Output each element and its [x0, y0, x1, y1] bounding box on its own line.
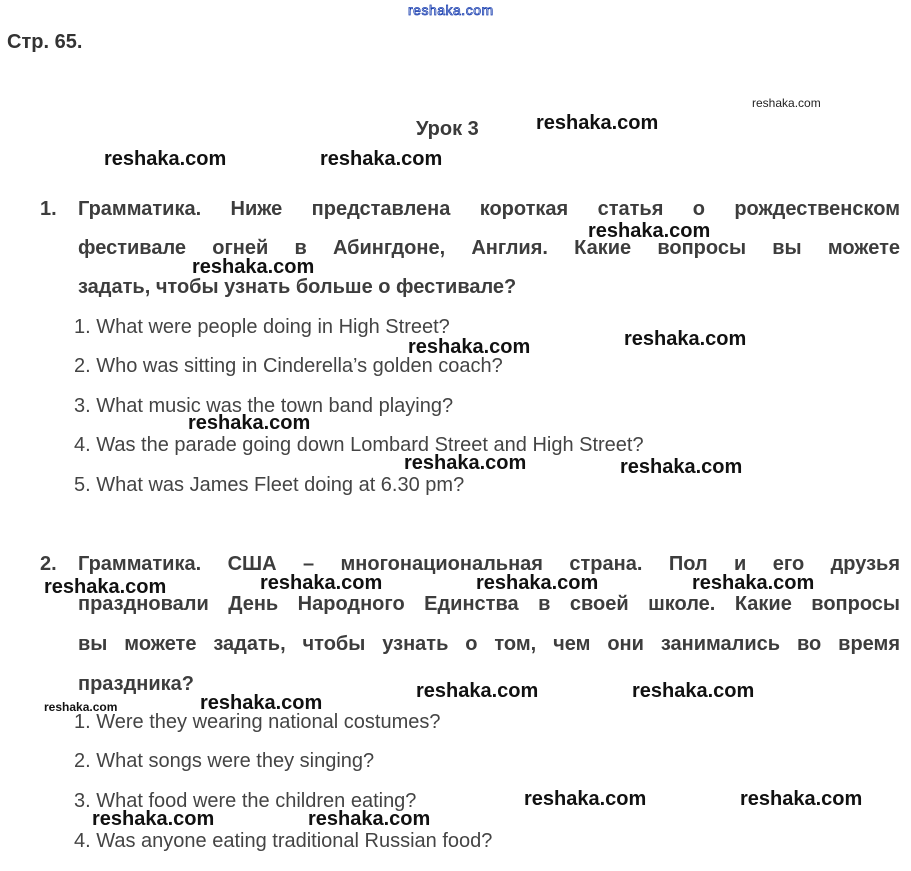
task-2-line-4: праздника? — [78, 673, 195, 695]
watermark: reshaka.com — [192, 256, 315, 278]
watermark: reshaka.com — [752, 96, 821, 110]
task-2-line-1: Грамматика. США – многонациональная страна. Пол и его друзья — [78, 553, 900, 575]
watermark: reshaka.com — [620, 456, 743, 478]
task-2-line-2: праздновали День Народного Единства в своей школе. Какие вопросы — [78, 593, 900, 615]
watermark: reshaka.com — [408, 336, 531, 358]
task-2-question-3: 3. What food were the children eating? — [74, 790, 417, 812]
watermark: reshaka.com — [632, 680, 755, 702]
watermark: reshaka.com — [320, 148, 443, 170]
watermark: reshaka.com — [200, 692, 323, 714]
task-1-question-5: 5. What was James Fleet doing at 6.30 pm? — [74, 474, 465, 496]
watermark: reshaka.com — [740, 788, 863, 810]
task-1-question-2: 2. Who was sitting in Cinderella’s golden coach? — [74, 355, 503, 377]
task-2-question-1: 1. Were they wearing national costumes? — [74, 711, 441, 733]
watermark: reshaka.com — [44, 700, 118, 714]
watermark: reshaka.com — [92, 808, 215, 830]
task-1-line-1: Грамматика. Ниже представлена короткая статья о рождественском — [78, 198, 900, 220]
task-1-number: 1. — [40, 198, 57, 220]
task-1-line-2: фестивале огней в Абингдоне, Англия. Какие вопросы вы можете — [78, 237, 900, 259]
watermark: reshaka.com — [692, 572, 815, 594]
task-1-question-1: 1. What were people doing in High Street? — [74, 316, 450, 338]
task-2-question-4: 4. Was anyone eating traditional Russian food? — [74, 830, 493, 852]
watermark: reshaka.com — [536, 112, 659, 134]
lesson-title: Урок 3 — [416, 118, 479, 140]
watermark: reshaka.com — [588, 220, 711, 242]
watermark-top: reshaka.com — [408, 2, 494, 18]
page-number: Стр. 65. — [7, 31, 83, 53]
watermark: reshaka.com — [188, 412, 311, 434]
watermark: reshaka.com — [104, 148, 227, 170]
watermark: reshaka.com — [524, 788, 647, 810]
watermark: reshaka.com — [44, 576, 167, 598]
task-2-line-3: вы можете задать, чтобы узнать о том, чем они занимались во время — [78, 633, 900, 655]
task-1-question-4: 4. Was the parade going down Lombard Street and High Street? — [74, 434, 644, 456]
task-2-number: 2. — [40, 553, 57, 575]
watermark: reshaka.com — [624, 328, 747, 350]
watermark: reshaka.com — [404, 452, 527, 474]
task-1-line-3: задать, чтобы узнать больше о фестивале? — [78, 276, 517, 298]
task-2-question-2: 2. What songs were they singing? — [74, 750, 375, 772]
task-1-question-3: 3. What music was the town band playing? — [74, 395, 454, 417]
watermark: reshaka.com — [476, 572, 599, 594]
watermark: reshaka.com — [260, 572, 383, 594]
watermark: reshaka.com — [308, 808, 431, 830]
watermark: reshaka.com — [416, 680, 539, 702]
